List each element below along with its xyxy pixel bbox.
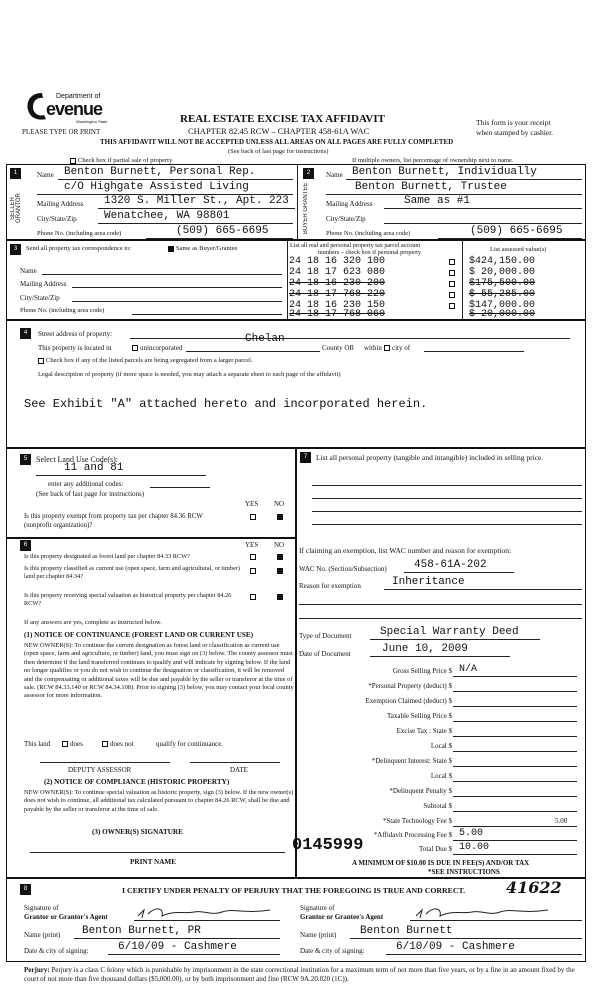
section-5-number: 5 — [20, 454, 31, 465]
perjury-notice — [24, 966, 586, 984]
tax-row-exemption — [299, 694, 582, 708]
wac-value[interactable]: 458-61A-202 — [414, 559, 487, 571]
seller-mailing-value[interactable]: 1320 S. Miller St., Apt. 223 — [104, 195, 289, 207]
buyer-grantee-label: BUYER GRANTEE — [303, 182, 309, 234]
section-4-number: 4 — [20, 328, 31, 339]
parcel-row — [289, 309, 585, 320]
deputy-assessor-label: DEPUTY ASSESSOR — [68, 766, 132, 774]
does-label: does — [70, 740, 83, 748]
parcel-value[interactable]: $ 55,285.00 — [469, 289, 536, 300]
grantor-name-print-label: Name (print) — [24, 931, 61, 939]
grantee-name-print-value[interactable]: Benton Burnett — [360, 925, 453, 937]
buyer-name2-value[interactable]: Benton Burnett, Trustee — [355, 181, 507, 193]
section-8-number: 8 — [20, 884, 31, 895]
tax-row-label: Local $ — [430, 742, 452, 750]
parcel-value[interactable]: $ 20,000.00 — [469, 267, 536, 278]
perjury-text: Perjury is a class C felony which is punishable by imprisonment in the state correctional institution for a maximum term of not more than five years, or by a fine in an amount fixed by the court of not more than five thousand dollars ($5,000.00), or by both imprisonment and fine (RCW 9A.20.020 (1C)). — [24, 966, 575, 983]
city-of-label: city of — [392, 344, 411, 352]
tax-row-interest-state — [299, 754, 582, 768]
s6-yes-header: YES — [245, 541, 259, 549]
current-use-yes-checkbox[interactable] — [250, 568, 256, 574]
forest-yes-checkbox[interactable] — [250, 554, 256, 560]
grantee-sig-label-1: Signature of — [300, 904, 335, 912]
logo-revenue-text: evenue — [46, 99, 103, 119]
exemption-label: If claiming an exemption, list WAC number and reason for exemption: — [299, 546, 512, 555]
s3-phone-label: Phone No. (including area code) — [20, 307, 105, 314]
tax-row-label: Total Due $ — [419, 845, 452, 853]
current-use-no-checkbox[interactable] — [277, 568, 283, 574]
tax-row-subtotal — [299, 799, 582, 813]
seller-mailing-label: Mailing Address — [37, 200, 84, 208]
section-6-number: 6 — [20, 540, 31, 551]
grantee-date-value[interactable]: 6/10/09 - Cashmere — [396, 941, 515, 953]
tax-row-label: Subtotal $ — [423, 802, 452, 810]
tax-row-value[interactable]: 5.00 — [555, 817, 568, 825]
personal-property-label: List all personal property (tangible and intangible) included in selling price. — [316, 453, 544, 462]
notice-continuance-title: (1) NOTICE OF CONTINUANCE (FOREST LAND OR CURRENT USE) — [24, 631, 254, 639]
legal-description-label: Legal description of property (if more space is needed, you may attach a separate sheet to each page of the affidavit) — [38, 371, 341, 378]
logo-dept-text: Department of — [56, 93, 101, 100]
section-4-box — [6, 320, 586, 448]
personal-property-checkbox-icon[interactable] — [449, 259, 455, 265]
personal-property-checkbox-icon[interactable] — [449, 270, 455, 276]
seller-phone-value[interactable]: (509) 665-6695 — [176, 225, 269, 237]
parcel-number[interactable]: 24 18 16 320 100 — [289, 256, 386, 267]
s5-no-header: NO — [274, 500, 285, 508]
tax-row-penalty — [299, 784, 582, 798]
buyer-mailing-label: Mailing Address — [326, 200, 373, 208]
doc-date-value[interactable]: June 10, 2009 — [382, 643, 468, 655]
seller-name2-value[interactable]: c/O Highgate Assisted Living — [64, 181, 249, 193]
buyer-city-label: City/State/Zip — [326, 215, 366, 223]
historic-no-checkbox[interactable] — [277, 594, 283, 600]
tax-row-label: Taxable Selling Price $ — [386, 712, 452, 720]
date-label: DATE — [230, 766, 248, 774]
doc-type-value[interactable]: Special Warranty Deed — [380, 626, 519, 638]
section-7-number: 7 — [300, 452, 311, 463]
exempt-yes-checkbox[interactable] — [250, 514, 256, 520]
checkbox-icon — [38, 358, 44, 364]
checked-box-icon — [168, 246, 174, 252]
does-not-label: does not — [110, 740, 134, 748]
handwritten-number: 41622 — [506, 878, 562, 897]
land-use-label: Select Land Use Code(s): — [36, 455, 118, 464]
checkbox-icon — [70, 158, 76, 164]
tax-row-excise-local — [299, 739, 582, 753]
forest-no-checkbox[interactable] — [277, 554, 283, 560]
qualify-label: qualify for continuance. — [156, 740, 224, 748]
if-yes-note: If any answers are yes, complete as instructed below. — [24, 619, 162, 626]
parcel-number[interactable]: 24 18 17 768 220 — [289, 289, 386, 300]
tax-row-label: Exemption Claimed (deduct) $ — [365, 697, 452, 705]
unincorporated-check[interactable] — [132, 344, 182, 352]
tax-row-interest-local — [299, 769, 582, 783]
receipt-note-1: This form is your receipt — [476, 118, 551, 127]
parcel-number[interactable]: 24 18 16 230 150 — [289, 300, 386, 311]
partial-sale-check[interactable] — [70, 157, 172, 164]
multiple-owners-note: If multiple owners, list percentage of ownership next to name. — [352, 157, 514, 164]
tax-row-personal — [299, 679, 582, 693]
buyer-name-value[interactable]: Benton Burnett, Individually — [352, 166, 537, 178]
tax-row-label: *Personal Property (deduct) $ — [368, 682, 452, 690]
segregated-check[interactable] — [38, 357, 253, 364]
city-of-check[interactable] — [384, 344, 410, 352]
section-6-box — [6, 538, 296, 878]
s3-name-label: Name — [20, 267, 37, 275]
forest-question: Is this property designated as forest land per chapter 84.33 RCW? — [24, 553, 190, 560]
tax-row-value[interactable]: 5.00 — [459, 828, 484, 839]
s5-see-back: (See back of last page for instructions) — [36, 490, 145, 498]
does-not-check[interactable] — [102, 740, 134, 748]
section-3-number: 3 — [10, 244, 21, 255]
parcel-list — [289, 256, 585, 320]
grantor-date-value[interactable]: 6/10/09 - Cashmere — [118, 941, 237, 953]
same-as-buyer-check[interactable] — [168, 245, 237, 252]
parcels-header-2: numbers – check box if personal property — [318, 249, 422, 256]
located-label: This property is located in — [38, 344, 112, 352]
see-instructions-note: *SEE INSTRUCTIONS — [428, 868, 500, 876]
please-type-text: PLEASE TYPE OR PRINT — [22, 128, 101, 136]
tax-row-label: Gross Selling Price $ — [392, 667, 452, 675]
parcel-row — [289, 256, 585, 267]
certify-statement: I CERTIFY UNDER PENALTY OF PERJURY THAT THE FOREGOING IS TRUE AND CORRECT. — [122, 886, 466, 895]
grantor-name-print-value[interactable]: Benton Burnett, PR — [82, 925, 201, 937]
partial-sale-label: Check box if partial sale of property — [78, 157, 173, 164]
parcel-row — [289, 278, 585, 289]
within-label: within — [364, 344, 382, 352]
notice-continuance-body: NEW OWNER(S): To continue the current designation as forest land or classification as current use (open space, farm and agriculture, or timber) land, you must sign on (3) below. The county assessor must then determine if the land transferred continues to qualify and will indicate by signing below. If the land no longer qualifies or you do not wish to continue the designation or classification, it will be removed and the compensating or additional taxes will be due and payable by the seller or transferor at the time of sale. (RCW 84.33.140 or RCW 84.34.108). Prior to signing (3) below, you may contact your local county assessor for more information. — [24, 642, 294, 700]
grantor-date-label: Date & city of signing: — [24, 947, 89, 955]
county-value[interactable]: Chelan — [245, 333, 285, 345]
notice-compliance-body: NEW OWNER(S): To continue special valuation as historic property, sign (3) below. If the new owner(s) does not wish to continue, all additional tax calculated pursuant to chapter 84.26 RCW, shall be due and payable by the seller or transferor at the time of sale. — [24, 789, 294, 813]
notice-compliance-title: (2) NOTICE OF COMPLIANCE (HISTORIC PROPERTY) — [44, 778, 230, 786]
current-use-question: Is this property classified as current use (open space, farm and agricultural, or timber) land per chapter 84.34? — [24, 565, 240, 580]
historic-yes-checkbox[interactable] — [250, 594, 256, 600]
form-see-back: (See back of last page for instructions) — [228, 148, 329, 155]
historic-question: Is this property receiving special valuation as historical property per chapter 84.26 RCW? — [24, 592, 232, 607]
grantor-agent-label: Grantor or Grantor's Agent — [24, 913, 108, 921]
seller-phone-label: Phone No. (including area code) — [37, 230, 122, 237]
parcels-header-1: List all real and personal property tax parcel account — [290, 242, 421, 249]
parcel-number[interactable]: 24 18 17 623 080 — [289, 267, 386, 278]
tax-row-tech-fee — [299, 814, 582, 828]
parcel-row — [289, 289, 585, 300]
this-land-label: This land — [24, 740, 51, 748]
unincorporated-label: unincorporated — [140, 344, 183, 352]
parcel-value[interactable]: $424,150.00 — [469, 256, 536, 267]
street-address-label: Street address of property: — [38, 330, 113, 338]
parcel-value[interactable]: $ 20,000.00 — [469, 309, 536, 320]
parcel-number[interactable]: 24 18 17 768 060 — [289, 309, 386, 320]
reason-label: Reason for exemption — [299, 582, 361, 590]
s3-city-label: City/State/Zip — [20, 294, 60, 302]
tax-row-gross — [299, 664, 582, 678]
tax-row-label: Excise Tax : State $ — [396, 727, 452, 735]
parcel-value[interactable]: $175,500.00 — [469, 278, 536, 289]
exempt-no-checkbox[interactable] — [277, 514, 283, 520]
reason-value[interactable]: Inheritance — [392, 576, 465, 588]
parcel-number[interactable]: 24 18 16 230 200 — [289, 278, 386, 289]
grantee-date-label: Date & city of signing: — [300, 947, 365, 955]
grantor-sig-label-1: Signature of — [24, 904, 59, 912]
seller-city-value[interactable]: Wenatchee, WA 98801 — [104, 210, 230, 222]
same-as-buyer-label: Same as Buyer/Grantee — [176, 245, 238, 252]
tax-row-label: *Affidavit Processing Fee $ — [373, 831, 452, 839]
doc-date-label: Date of Document — [299, 650, 351, 658]
buyer-mailing-value[interactable]: Same as #1 — [404, 195, 471, 207]
exempt-question: Is this property exempt from property tax per chapter 84.36 RCW (nonprofit organization)? — [24, 513, 203, 529]
parcel-value[interactable]: $147,000.00 — [469, 300, 536, 311]
s6-no-header: NO — [274, 541, 285, 549]
receipt-note-2: when stamped by cashier. — [476, 128, 554, 137]
assessed-header: List assessed value(s) — [490, 246, 547, 253]
seller-name-value[interactable]: Benton Burnett, Personal Rep. — [64, 166, 256, 178]
s3-mailing-label: Mailing Address — [20, 280, 67, 288]
logo-state-text: Washington State — [76, 119, 108, 124]
owner-signature-label: (3) OWNER(S) SIGNATURE — [92, 828, 183, 836]
tax-rows — [299, 664, 582, 854]
buyer-name-label: Name — [326, 171, 343, 179]
form-chapter: CHAPTER 82.45 RCW – CHAPTER 458-61A WAC — [188, 126, 370, 136]
seller-name-label: Name — [37, 171, 54, 179]
personal-property-checkbox-icon[interactable] — [449, 292, 455, 298]
legal-description-value[interactable]: See Exhibit "A" attached hereto and incorporated herein. — [24, 397, 428, 411]
tax-row-value[interactable]: N/A — [459, 664, 478, 675]
buyer-phone-label: Phone No. (including area code) — [326, 230, 411, 237]
print-name-label: PRINT NAME — [130, 858, 176, 866]
grantee-name-print-label: Name (print) — [300, 931, 337, 939]
seller-city-label: City/State/Zip — [37, 215, 77, 223]
parcel-row — [289, 267, 585, 278]
form-warning: THIS AFFIDAVIT WILL NOT BE ACCEPTED UNLESS ALL AREAS ON ALL PAGES ARE FULLY COMPLETED — [100, 138, 454, 146]
additional-codes-label: enter any additional codes: — [48, 480, 124, 488]
county-or-label: County OR — [322, 344, 355, 352]
grantee-agent-label: Grantor or Grantee's Agent — [300, 913, 384, 921]
minimum-fee-note: A MINIMUM OF $10.00 IS DUE IN FEE(S) AND/OR TAX — [352, 859, 530, 867]
tax-row-label: Local $ — [430, 772, 452, 780]
personal-property-checkbox-icon[interactable] — [449, 281, 455, 287]
tax-row-label: *Delinquent Interest: State $ — [371, 757, 452, 765]
form-title: REAL ESTATE EXCISE TAX AFFIDAVIT — [180, 113, 385, 125]
section-1-number: 1 — [10, 168, 21, 179]
tax-row-label: *Delinquent Penalty $ — [389, 787, 452, 795]
checkbox-icon — [62, 741, 68, 747]
checkbox-icon — [132, 345, 138, 351]
tax-row-value[interactable]: 10.00 — [459, 842, 490, 853]
section-2-number: 2 — [303, 168, 314, 179]
send-correspondence-label: Send all property tax correspondence to: — [26, 245, 132, 252]
revenue-logo — [24, 90, 119, 126]
wac-label: WAC No. (Section/Subsection) — [299, 565, 387, 573]
doc-type-label: Type of Document — [299, 632, 352, 640]
tax-row-excise-state — [299, 724, 582, 738]
receipt-number-stamp: 0145999 — [292, 836, 364, 855]
checkbox-icon — [102, 741, 108, 747]
seller-grantor-label: SELLER GRANTOR — [10, 193, 22, 223]
perjury-heading: Perjury: — [24, 966, 50, 974]
tax-row-label: *State Technology Fee $ — [382, 817, 452, 825]
checkbox-icon — [384, 345, 390, 351]
land-use-value[interactable]: 11 and 81 — [64, 462, 124, 474]
segregated-label: Check box if any of the listed parcels are being segregated from a larger parcel. — [46, 357, 253, 364]
does-check[interactable] — [62, 740, 83, 748]
tax-row-taxable — [299, 709, 582, 723]
buyer-phone-value[interactable]: (509) 665-6695 — [470, 225, 563, 237]
s5-yes-header: YES — [245, 500, 259, 508]
